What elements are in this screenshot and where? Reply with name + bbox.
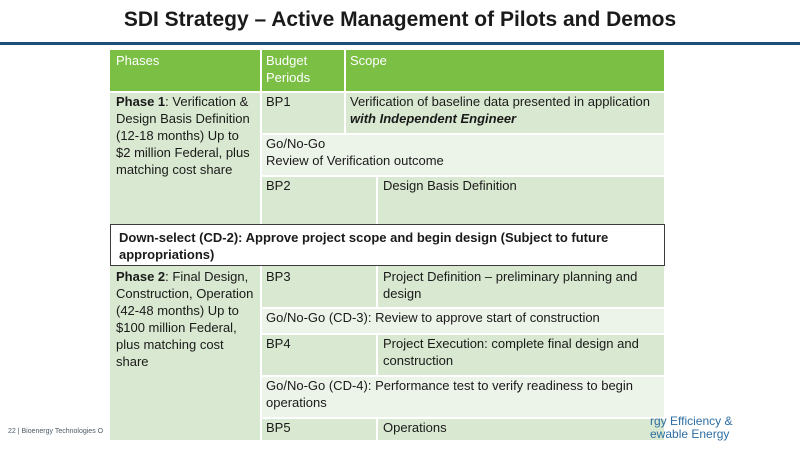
header-scope-label: Scope [350, 53, 387, 68]
phase2-description: : Final Design, Construction, Operation (42-48 months) Up to $100 million Federal, plus matching cost share [116, 269, 254, 369]
bp4-scope [377, 333, 664, 375]
footer-logo-text [650, 415, 800, 441]
gonogo1-cell [260, 133, 664, 175]
gonogo1-detail: Review of Verification outcome [266, 153, 444, 168]
grid-line [260, 417, 664, 419]
phase2-cell [110, 266, 260, 440]
bp1-scope [344, 91, 664, 133]
downselect-banner [110, 224, 665, 266]
footer-logo-line1: rgy Efficiency & [650, 414, 733, 428]
gonogo-cd3-cell [260, 307, 664, 333]
header-phases-label: Phases [116, 53, 160, 68]
header-phases [110, 50, 260, 91]
slide-title: SDI Strategy – Active Management of Pilots and Demos [123, 8, 677, 31]
grid-line [260, 175, 664, 177]
bp5-scope-text: Operations [383, 420, 447, 435]
bp2-scope-text: Design Basis Definition [383, 178, 517, 193]
phase1-description: : Verification & Design Basis Definition (12-18 months) Up to $2 million Federal, plus matching cost share [116, 94, 250, 177]
title-divider [0, 42, 800, 45]
phase2-label: Phase 2 [116, 269, 166, 284]
footer-logo-line2: ewable Energy [650, 427, 730, 441]
grid-line [260, 333, 664, 335]
grid-line [260, 133, 664, 135]
grid-line [260, 50, 262, 224]
bp3-scope-text: Project Definition – preliminary planning and design [383, 269, 638, 301]
bp1-period [260, 91, 344, 133]
gonogo-cd4-cell [260, 375, 664, 417]
bp2-period [260, 175, 377, 224]
footer-page-label: 22 | Bioenergy Technologies O [8, 428, 104, 435]
phase1-cell [110, 91, 260, 224]
grid-line [260, 266, 262, 440]
gonogo-cd3-text: Go/No-Go (CD-3): Review to approve start of construction [266, 310, 600, 325]
grid-line [110, 91, 664, 93]
grid-line [376, 266, 378, 307]
bp5-scope [377, 417, 664, 440]
grid-line [376, 417, 378, 440]
bp4-scope-text: Project Execution: complete final design and construction [383, 336, 639, 368]
gonogo-cd4-text: Go/No-Go (CD-4): Performance test to verify readiness to begin operations [266, 378, 634, 410]
bp1-scope-text: Verification of baseline data presented in application [350, 94, 650, 109]
grid-line [260, 307, 664, 309]
bp5-period [260, 417, 377, 440]
bp4-period [260, 333, 377, 375]
downselect-text: Down-select (CD-2): Approve project scope and begin design (Subject to future appropriations) [119, 230, 609, 262]
bp1-period-label: BP1 [266, 94, 291, 109]
header-scope [344, 50, 664, 91]
grid-line [376, 175, 378, 224]
bp4-period-label: BP4 [266, 336, 291, 351]
bp3-period-label: BP3 [266, 269, 291, 284]
bp2-period-label: BP2 [266, 178, 291, 193]
grid-line [376, 333, 378, 375]
header-budget-periods-label: Budget Periods [266, 53, 311, 85]
bp3-period [260, 266, 377, 307]
gonogo1-title: Go/No-Go [266, 136, 326, 151]
bp5-period-label: BP5 [266, 420, 291, 435]
grid-line [260, 375, 664, 377]
header-budget-periods [260, 50, 344, 91]
bp2-scope [377, 175, 664, 224]
bp3-scope [377, 266, 664, 307]
bp1-scope-emphasis: with Independent Engineer [350, 111, 517, 126]
phase1-label: Phase 1 [116, 94, 166, 109]
